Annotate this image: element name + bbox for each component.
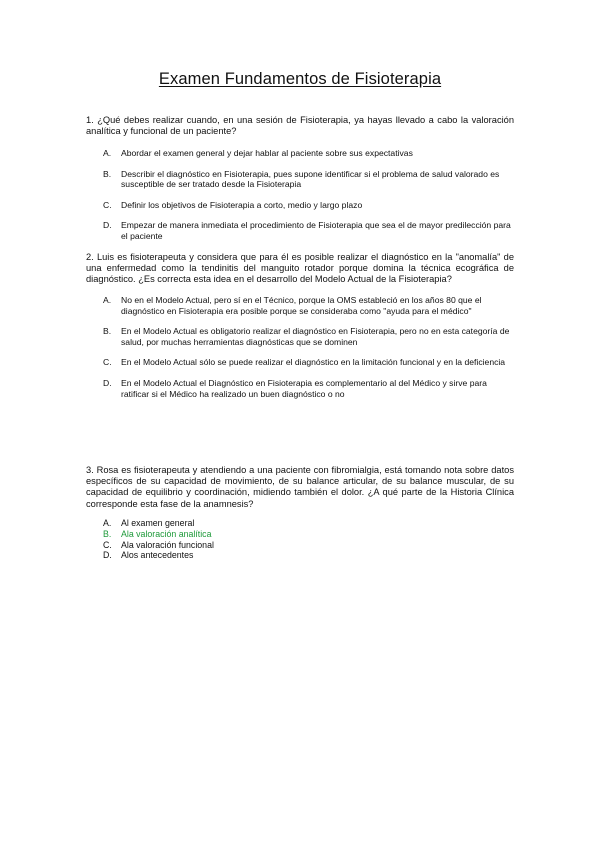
option-1a xyxy=(103,148,515,159)
option-letter: C. xyxy=(103,539,112,550)
question-1-text: 1. ¿Qué debes realizar cuando, en una sesión de Fisioterapia, ya hayas llevado a cabo la valoración analítica y funcional de un paciente? xyxy=(86,115,514,137)
option-text: Ala valoración analítica xyxy=(121,528,212,539)
option-letter: A. xyxy=(103,518,112,528)
question-3-options xyxy=(103,518,515,561)
option-2b xyxy=(103,326,515,347)
option-2a xyxy=(103,295,515,316)
option-3c xyxy=(103,540,515,551)
option-letter: B. xyxy=(103,528,112,539)
option-3d xyxy=(103,550,515,561)
option-text: Al examen general xyxy=(121,518,195,528)
option-2c xyxy=(103,357,515,368)
option-3a xyxy=(103,518,515,529)
option-letter: C. xyxy=(103,357,112,368)
option-text: En el Modelo Actual es obligatorio realizar el diagnóstico en Fisioterapia, pero no en esta categoría de salud, por muchas herramientas diagnósticas que se dominen xyxy=(121,326,510,347)
question-2-text: 2. Luis es fisioterapeuta y considera que para él es posible realizar el diagnóstico en la "anomalía" de una enfermedad como la tendinitis del manguito rotador porque domina la técnica ecográfica de diagnóstico. ¿Es correcta esta idea en el desarrollo del Modelo Actual de la Fisioterapia? xyxy=(86,252,514,285)
page-title: Examen Fundamentos de Fisioterapia xyxy=(158,70,442,88)
question-2-options xyxy=(103,295,515,409)
option-text: No en el Modelo Actual, pero sí en el Técnico, porque la OMS estableció en los años 80 que el diagnóstico en Fisioterapia era posible porque se consideraba como "ayuda para el médico" xyxy=(121,295,482,316)
option-text: Empezar de manera inmediata el procedimiento de Fisioterapia que sea el de mayor predilección para el paciente xyxy=(121,220,511,241)
question-1-options xyxy=(103,148,515,252)
option-letter: B. xyxy=(103,326,112,337)
option-letter: A. xyxy=(103,148,112,158)
option-text: Definir los objetivos de Fisioterapia a corto, medio y largo plazo xyxy=(121,199,363,210)
option-letter: D. xyxy=(103,220,112,231)
option-text: Abordar el examen general y dejar hablar al paciente sobre sus expectativas xyxy=(121,148,413,158)
option-text: Alos antecedentes xyxy=(121,550,194,561)
option-2d xyxy=(103,378,515,399)
option-1d xyxy=(103,220,515,241)
option-text: Ala valoración funcional xyxy=(121,539,214,550)
option-text: Describir el diagnóstico en Fisioterapia, pues supone identificar si el problema de salud valorado es susceptible de ser tratado desde la Fisioterapia xyxy=(121,168,500,190)
option-letter: B. xyxy=(103,168,112,179)
option-text: En el Modelo Actual sólo se puede realizar el diagnóstico en la limitación funcional y en la deficiencia xyxy=(121,357,506,368)
option-letter: C. xyxy=(103,199,112,210)
option-letter: D. xyxy=(103,377,112,388)
option-1b xyxy=(103,169,515,190)
option-1c xyxy=(103,200,515,211)
option-letter: D. xyxy=(103,550,112,561)
option-letter: A. xyxy=(103,295,112,305)
question-3-text: 3. Rosa es fisioterapeuta y atendiendo a una paciente con fibromialgia, está tomando nota sobre datos específicos de su capacidad de movimiento, de su balance articular, de su balance muscular, de su capacidad de equilibrio y coordinación, midiendo también el dolor. ¿A qué parte de la Historia Clínica corresponde esta fase de la anamnesis? xyxy=(86,465,514,509)
option-3b-correct xyxy=(103,529,515,540)
option-text: En el Modelo Actual el Diagnóstico en Fisioterapia es complementario al del Médico y sirve para ratificar si el Médico ha realizado un buen diagnóstico o no xyxy=(121,377,487,399)
